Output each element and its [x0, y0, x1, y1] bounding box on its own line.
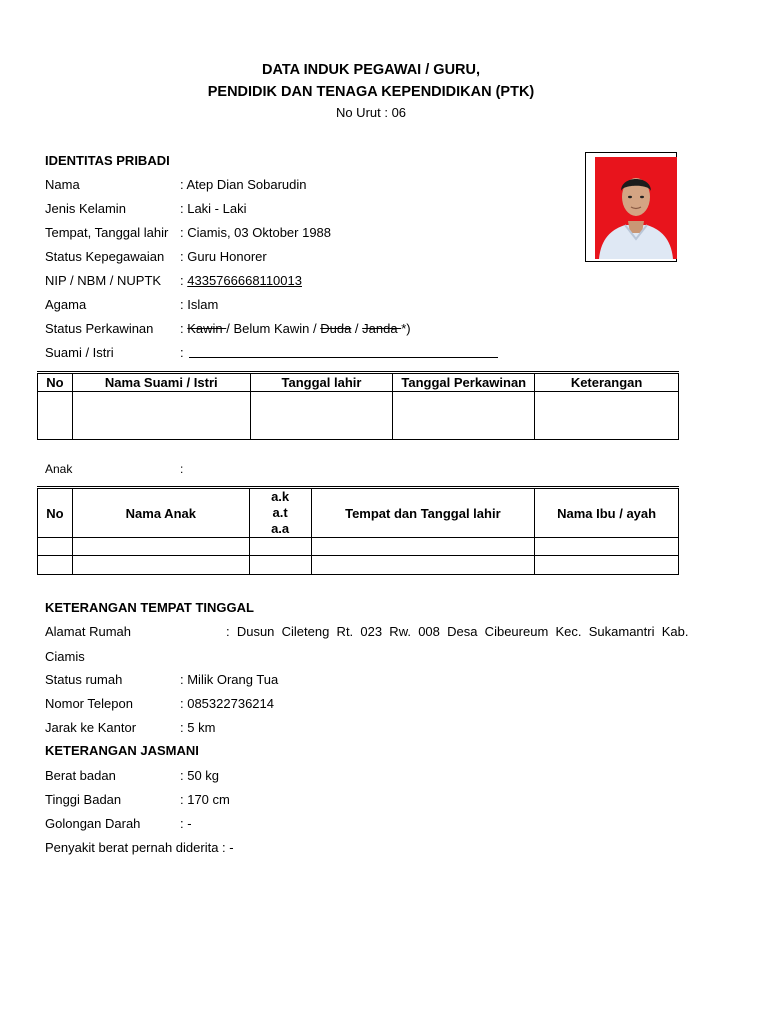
- label-golongan-darah: Golongan Darah: [45, 816, 141, 831]
- nip-colon: :: [180, 273, 184, 288]
- section-heading-identitas: IDENTITAS PRIBADI: [45, 153, 170, 168]
- spouse-header-keterangan: Keterangan: [535, 373, 679, 392]
- suami-istri-blank-line: [189, 357, 498, 358]
- label-status-perkawinan: Status Perkawinan: [45, 321, 154, 336]
- penyakit-berat: Penyakit berat pernah diderita : -: [45, 840, 234, 855]
- value-tempat-tanggal-lahir: : Ciamis, 03 Oktober 1988: [180, 225, 332, 240]
- child-header-aa: a.a: [271, 521, 290, 536]
- table-row: [38, 556, 679, 575]
- child-header-ak: a.k: [271, 489, 290, 504]
- value-agama: : Islam: [180, 297, 219, 312]
- table-cell: [311, 538, 535, 556]
- table-cell: [38, 538, 73, 556]
- value-jenis-kelamin: : Laki - Laki: [180, 201, 247, 216]
- value-nama: : Atep Dian Sobarudin: [180, 177, 307, 192]
- label-agama: Agama: [45, 297, 87, 312]
- nip-number: 4335766668110013: [187, 273, 302, 288]
- option-belum-kawin: / Belum Kawin /: [226, 321, 321, 336]
- table-cell: [249, 556, 311, 575]
- label-tinggi-badan: Tinggi Badan: [45, 792, 122, 807]
- table-cell: [38, 556, 73, 575]
- label-nomor-telepon: Nomor Telepon: [45, 696, 133, 711]
- table-cell: [250, 392, 393, 440]
- document-title-line1: DATA INDUK PEGAWAI / GURU,: [261, 62, 481, 78]
- label-alamat-rumah: Alamat Rumah: [45, 624, 131, 639]
- option-duda: Duda: [320, 321, 352, 336]
- perkawinan-colon: :: [180, 321, 184, 336]
- option-kawin: Kawin: [187, 321, 227, 336]
- spouse-table: [37, 371, 679, 440]
- child-header-no: No: [38, 488, 73, 538]
- label-jarak-kantor: Jarak ke Kantor: [45, 720, 137, 735]
- table-cell: [535, 392, 679, 440]
- table-cell: [72, 538, 249, 556]
- spouse-header-tanggal-perkawinan: Tanggal Perkawinan: [393, 373, 535, 392]
- table-cell: [535, 538, 679, 556]
- option-janda: Janda: [362, 321, 402, 336]
- table-cell: [249, 538, 311, 556]
- table-row: [38, 392, 679, 440]
- document-title-line2: PENDIDIK DAN TENAGA KEPENDIDIKAN (PTK): [207, 84, 535, 100]
- section-heading-jasmani: KETERANGAN JASMANI: [45, 743, 199, 758]
- spouse-header-tanggal-lahir: Tanggal lahir: [250, 373, 393, 392]
- profile-photo: [595, 157, 677, 259]
- value-jarak-kantor: : 5 km: [180, 720, 216, 735]
- label-suami-istri: Suami / Istri: [45, 345, 114, 360]
- table-cell: [38, 392, 73, 440]
- suami-istri-colon: :: [180, 345, 184, 360]
- value-alamat-line2: Ciamis: [45, 649, 85, 664]
- table-cell: [72, 556, 249, 575]
- value-status-rumah: : Milik Orang Tua: [180, 672, 279, 687]
- value-golongan-darah: : -: [180, 816, 192, 831]
- perkawinan-note: *): [401, 321, 411, 336]
- child-header-nama-ibu-ayah: Nama Ibu / ayah: [535, 488, 679, 538]
- child-header-nama-anak: Nama Anak: [72, 488, 249, 538]
- value-alamat-line1: : Dusun Cileteng Rt. 023 Rw. 008 Desa Cibeureum Kec. Sukamantri Kab.: [226, 624, 689, 639]
- value-nomor-telepon: : 085322736214: [180, 696, 274, 711]
- value-status-perkawinan: [180, 321, 411, 336]
- value-berat-badan: : 50 kg: [180, 768, 220, 783]
- value-nip: [180, 273, 302, 288]
- spouse-header-no: No: [38, 373, 73, 392]
- label-berat-badan: Berat badan: [45, 768, 116, 783]
- table-cell: [393, 392, 535, 440]
- value-tinggi-badan: : 170 cm: [180, 792, 230, 807]
- label-status-rumah: Status rumah: [45, 672, 123, 687]
- label-tempat-tanggal-lahir: Tempat, Tanggal lahir: [45, 225, 169, 240]
- child-header-tempat-tanggal-lahir: Tempat dan Tanggal lahir: [311, 488, 535, 538]
- label-nama: Nama: [45, 177, 80, 192]
- child-table: [37, 486, 679, 575]
- no-urut: No Urut : 06: [335, 105, 407, 120]
- table-row: [38, 538, 679, 556]
- profile-photo-frame: [585, 152, 677, 262]
- table-cell: [535, 556, 679, 575]
- table-cell: [311, 556, 535, 575]
- child-header-at: a.t: [272, 505, 288, 520]
- spouse-header-nama: Nama Suami / Istri: [72, 373, 250, 392]
- label-anak: Anak: [45, 462, 73, 476]
- label-jenis-kelamin: Jenis Kelamin: [45, 201, 126, 216]
- anak-colon: :: [180, 462, 184, 476]
- child-header-status: [249, 488, 311, 538]
- label-status-kepegawaian: Status Kepegawaian: [45, 249, 165, 264]
- label-nip: NIP / NBM / NUPTK: [45, 273, 162, 288]
- section-heading-tempat-tinggal: KETERANGAN TEMPAT TINGGAL: [45, 600, 254, 615]
- value-status-kepegawaian: : Guru Honorer: [180, 249, 267, 264]
- table-cell: [72, 392, 250, 440]
- perkawinan-separator: /: [351, 321, 363, 336]
